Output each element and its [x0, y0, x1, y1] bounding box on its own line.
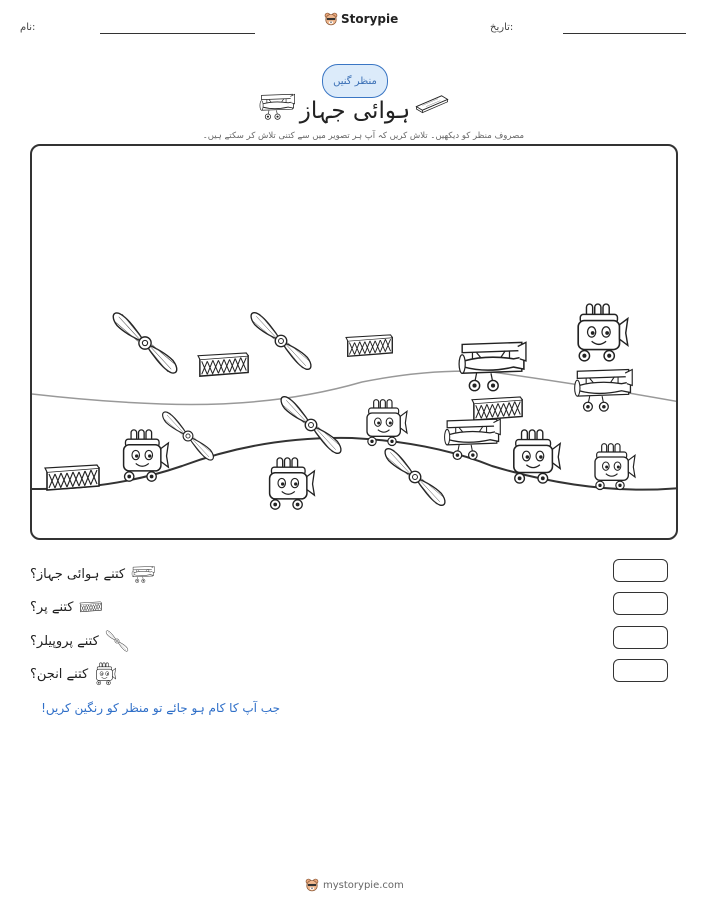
biplane-icon: [131, 562, 155, 586]
brand-name: Storypie: [341, 12, 399, 26]
engine-3: [124, 430, 169, 481]
brand-logo: [324, 12, 398, 26]
biplane-2: [445, 419, 501, 459]
question-engines: [30, 661, 118, 687]
propeller-3: [163, 412, 214, 460]
propeller-5: [385, 449, 445, 506]
question-airplanes: [30, 561, 155, 587]
wing-4: [45, 465, 99, 490]
question-text: کتنے پروپیلر؟: [30, 633, 99, 649]
coloring-instruction: جب آپ کا کام ہو جائے تو منظر کو رنگین کریں!: [41, 701, 280, 715]
footer: [305, 878, 404, 892]
scene-drawing: [32, 146, 678, 540]
bear-icon: [305, 878, 319, 892]
answer-box-wings[interactable]: [613, 592, 668, 615]
name-field-line[interactable]: [100, 33, 255, 34]
engine-5: [514, 430, 560, 483]
worksheet-tag: منظر گنیں: [322, 64, 388, 98]
propeller-icon: [105, 629, 129, 653]
answer-box-airplanes[interactable]: [613, 559, 668, 582]
answer-box-engines[interactable]: [613, 659, 668, 682]
biplane-3: [575, 370, 633, 412]
question-propellers: [30, 628, 129, 654]
date-label: :تاریخ: [490, 22, 514, 33]
wood-plank-icon: [414, 92, 450, 114]
question-text: کتنے ہوائی جہاز؟: [30, 566, 126, 582]
biplane-1: [459, 342, 526, 390]
engine-4: [270, 458, 315, 509]
question-text: کتنے انجن؟: [30, 666, 89, 682]
engine-icon: [94, 662, 118, 686]
propeller-2: [251, 313, 311, 370]
engine-2: [367, 400, 407, 446]
wing-1: [198, 353, 248, 376]
propeller-1: [113, 313, 176, 373]
date-field-line[interactable]: [563, 33, 686, 34]
question-wings: [30, 594, 103, 620]
wing-icon: [79, 595, 103, 619]
question-text: کتنے پر؟: [30, 599, 74, 615]
engine-1: [578, 304, 628, 361]
wing-2: [346, 335, 392, 356]
instructions: مصروف منظر کو دیکھیں۔ تلاش کریں کہ آپ ہر تصویر میں سے کتنی تلاش کر سکتے ہیں۔: [202, 131, 524, 141]
page-title: ہوائی جہاز: [299, 98, 411, 124]
engine-6: [595, 444, 635, 490]
bear-icon: [324, 12, 338, 26]
answer-box-propellers[interactable]: [613, 626, 668, 649]
wing-3: [472, 397, 522, 420]
name-label: :نام: [20, 22, 36, 33]
footer-site: mystorypie.com: [323, 879, 404, 891]
search-scene: [30, 144, 678, 540]
propeller-4: [281, 397, 341, 454]
